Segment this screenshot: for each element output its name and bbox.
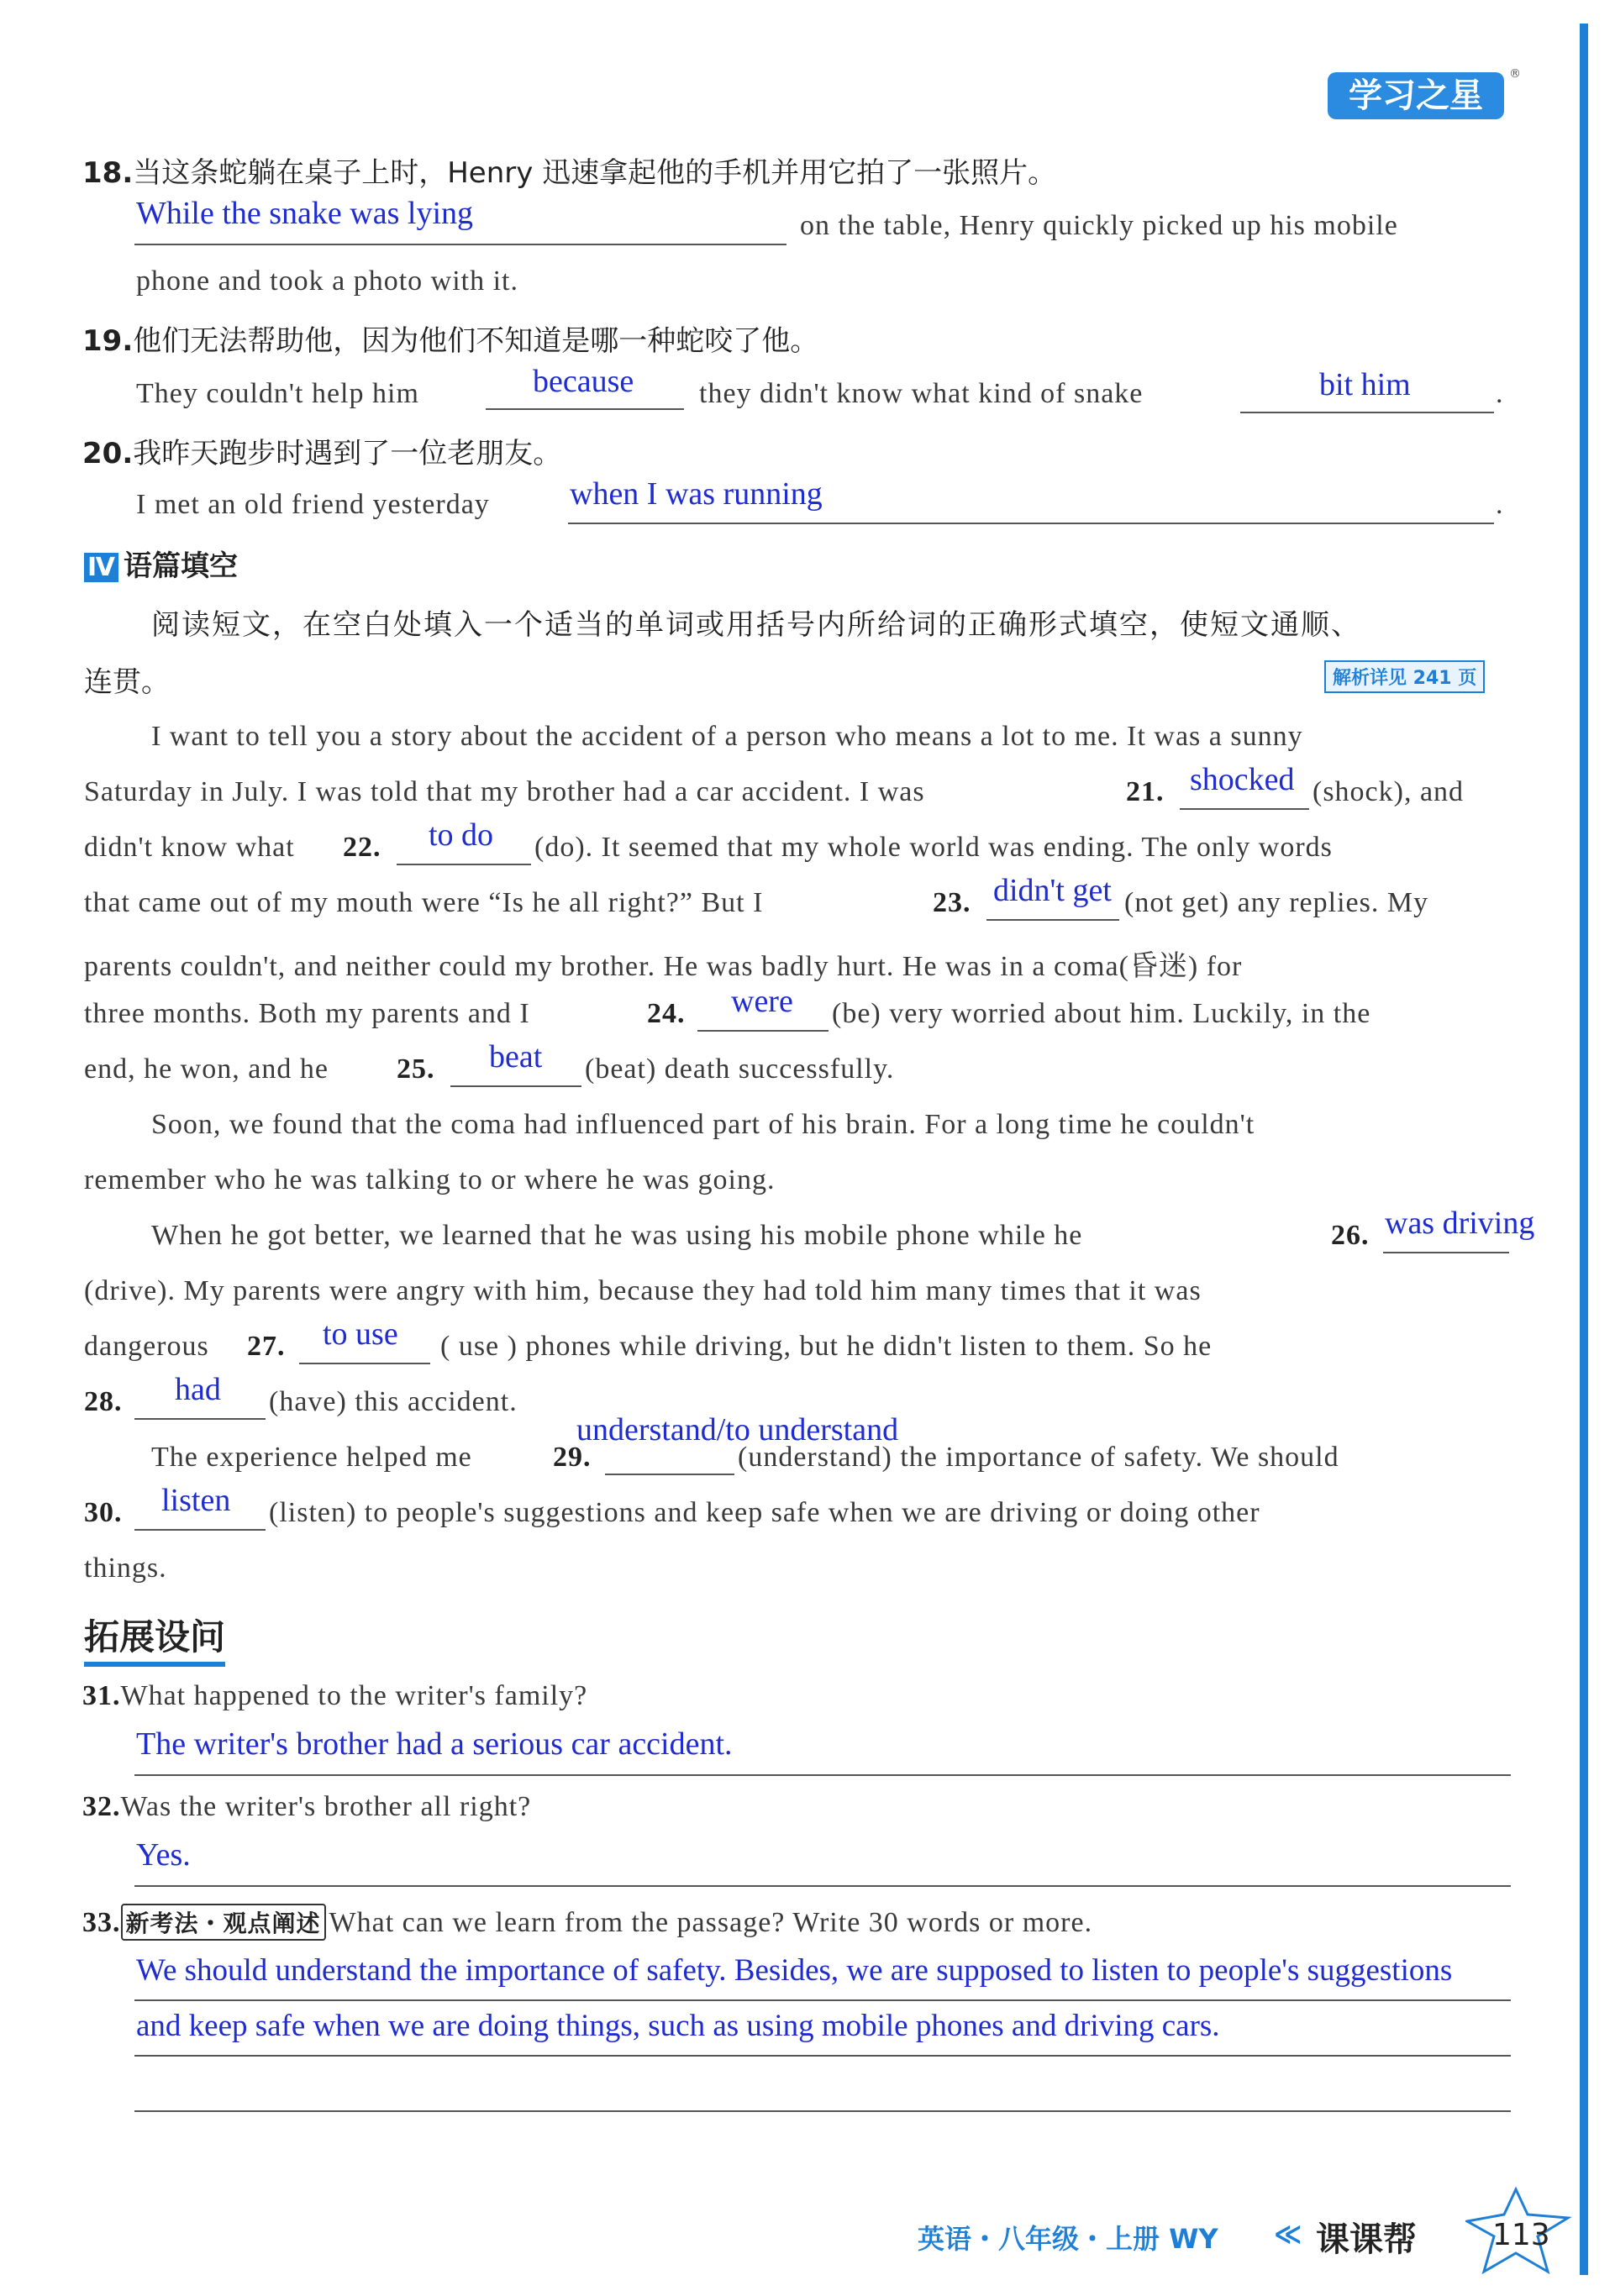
q20-chinese [82,430,561,471]
blank-22-answer: to do [429,817,494,853]
passage-line-14b: (understand) the importance of safety. We should [738,1442,1339,1473]
passage-line-14a: The experience helped me [151,1442,472,1473]
blank-28-answer: had [175,1372,221,1407]
blank-27-line [299,1363,430,1364]
blank-24-line [697,1030,829,1032]
side-accent-bar [1580,24,1588,2275]
blank-22-line [397,864,531,865]
q20-blank-line [568,523,1494,524]
q31-question [82,1680,587,1712]
passage-line-3b: (do). It seemed that my whole world was ending. The only words [534,832,1333,863]
passage-line-16: things. [84,1553,167,1584]
blank-21-number: 21. [1126,776,1165,807]
q32-answer: Yes. [136,1837,191,1873]
q20-en-start: I met an old friend yesterday [136,489,490,520]
q33-new-format-tag: 新考法・观点阐述 [121,1904,326,1941]
q33-answer-line-2: and keep safe when we are doing things, such as using mobile phones and driving cars. [136,2009,1220,2043]
q32-answer-line [134,1885,1511,1887]
q33-line-2 [134,2055,1511,2057]
section4-instruction-1: 阅读短文，在空白处填入一个适当的单词或用括号内所给词的正确形式填空，使短文通顺、 [151,608,1361,642]
passage-line-7a: end, he won, and he [84,1053,329,1085]
q18-en-line2: phone and took a photo with it. [136,265,519,297]
passage-line-6a: three months. Both my parents and I [84,998,530,1029]
blank-23-answer: didn't get [993,873,1112,908]
section4-badge: Ⅳ [84,553,118,582]
blank-30-line [134,1529,266,1531]
q33-line-3 [134,2110,1511,2112]
q19-en-mid: they didn't know what kind of snake [699,378,1144,409]
blank-29-number: 29. [553,1442,592,1473]
blank-26-answer: was driving [1385,1206,1535,1241]
q19-end: . [1496,378,1504,409]
passage-line-11: (drive). My parents were angry with him, because they had told him many times that it was [84,1275,1202,1306]
blank-30-answer: listen [161,1483,231,1518]
q19-cn-text: 他们无法帮助他，因为他们不知道是哪一种蛇咬了他。 [133,324,819,358]
blank-22-number: 22. [343,832,381,863]
blank-24-number: 24. [647,998,686,1029]
brand-logo: 学习之星 [1328,72,1504,119]
blank-30-number: 30. [84,1497,123,1528]
passage-line-5: parents couldn't, and neither could my brother. He was badly hurt. He was in a coma(昏迷) for [84,951,1243,982]
footer-brand: 课课帮 [1316,2220,1417,2259]
q19-blank-1 [486,408,684,410]
q19-answer-1: because [533,364,634,399]
passage-line-4b: (not get) any replies. My [1124,887,1429,918]
passage-line-10a: When he got better, we learned that he was using his mobile phone while he [151,1220,1083,1251]
q18-blank-line [134,244,786,245]
footer-subject: 英语・八年级・上册 WY [918,2223,1218,2255]
passage-line-2b: (shock), and [1313,776,1465,807]
q18-answer: While the snake was lying [136,196,474,231]
q20-cn-text: 我昨天跑步时遇到了一位老朋友。 [133,437,562,470]
answer-reference-badge: 解析详见 241 页 [1324,660,1485,693]
passage-line-7b: (beat) death successfully. [585,1053,895,1085]
q33-question [82,1904,1092,1941]
q19-blank-2 [1240,412,1494,413]
q18-number: 18. [82,156,134,190]
blank-23-number: 23. [933,887,971,918]
passage-line-15b: (listen) to people's suggestions and keep safe when we are driving or doing other [269,1497,1260,1528]
q33-line-1 [134,1999,1511,2001]
q19-en-start: They couldn't help him [136,378,419,409]
section4-header [84,543,238,584]
q32-number: 32. [82,1791,121,1822]
q20-answer: when I was running [570,476,823,512]
blank-26-line [1383,1252,1509,1253]
blank-23-line [986,919,1119,921]
passage-line-9: remember who he was talking to or where he was going. [84,1164,776,1195]
page-number: 113 [1492,2218,1550,2252]
passage-line-12a: dangerous [84,1331,209,1362]
blank-28-number: 28. [84,1386,123,1417]
q18-cn-text: 当这条蛇躺在桌子上时，Henry 迅速拿起他的手机并用它拍了一张照片。 [133,156,1057,190]
q31-answer-line [134,1774,1511,1776]
blank-29-answer: understand/to understand [576,1412,899,1447]
blank-21-answer: shocked [1190,762,1295,797]
blank-25-number: 25. [397,1053,435,1085]
blank-25-line [450,1085,581,1087]
q18-en-after: on the table, Henry quickly picked up his mobile [800,210,1398,241]
q32-question [82,1791,531,1823]
section4-instruction-2: 连贯。 [84,665,170,699]
q19-answer-2: bit him [1319,367,1411,402]
q20-number: 20. [82,437,134,470]
section4-title: 语篇填空 [123,549,238,583]
blank-28-line [134,1418,266,1420]
blank-27-answer: to use [323,1316,398,1352]
q20-end: . [1496,489,1504,520]
blank-26-number: 26. [1331,1220,1370,1251]
passage-line-3a: didn't know what [84,832,295,863]
blank-24-answer: were [731,984,793,1019]
footer-arrow: ≪ [1274,2218,1302,2250]
passage-line-8: Soon, we found that the coma had influenced part of his brain. For a long time he couldn't [151,1109,1255,1140]
q33-text: What can we learn from the passage? Write 30 words or more. [329,1907,1093,1938]
blank-27-number: 27. [247,1331,286,1362]
q33-number: 33. [82,1907,121,1938]
q31-text: What happened to the writer's family? [120,1680,588,1711]
q31-answer: The writer's brother had a serious car accident. [136,1726,733,1762]
passage-line-6b: (be) very worried about him. Luckily, in the [832,998,1371,1029]
extension-title: 拓展设问 [84,1610,225,1667]
blank-25-answer: beat [489,1039,543,1074]
q32-text: Was the writer's brother all right? [120,1791,532,1822]
q19-number: 19. [82,324,134,358]
q18-chinese [82,150,1056,191]
passage-line-4a: that came out of my mouth were “Is he all right?” But I [84,887,764,918]
registered-mark: ® [1509,67,1521,81]
passage-line-2a: Saturday in July. I was told that my brother had a car accident. I was [84,776,925,807]
passage-line-13b: (have) this accident. [269,1386,518,1417]
passage-line-12b: ( use ) phones while driving, but he didn't listen to them. So he [440,1331,1213,1362]
passage-line-1: I want to tell you a story about the accident of a person who means a lot to me. It was a sunny [151,721,1303,752]
blank-29-line [605,1474,734,1475]
blank-21-line [1180,808,1309,810]
q33-answer-line-1: We should understand the importance of safety. Besides, we are supposed to listen to people's suggestions [136,1953,1453,1988]
q31-number: 31. [82,1680,121,1711]
q19-chinese [82,318,818,359]
